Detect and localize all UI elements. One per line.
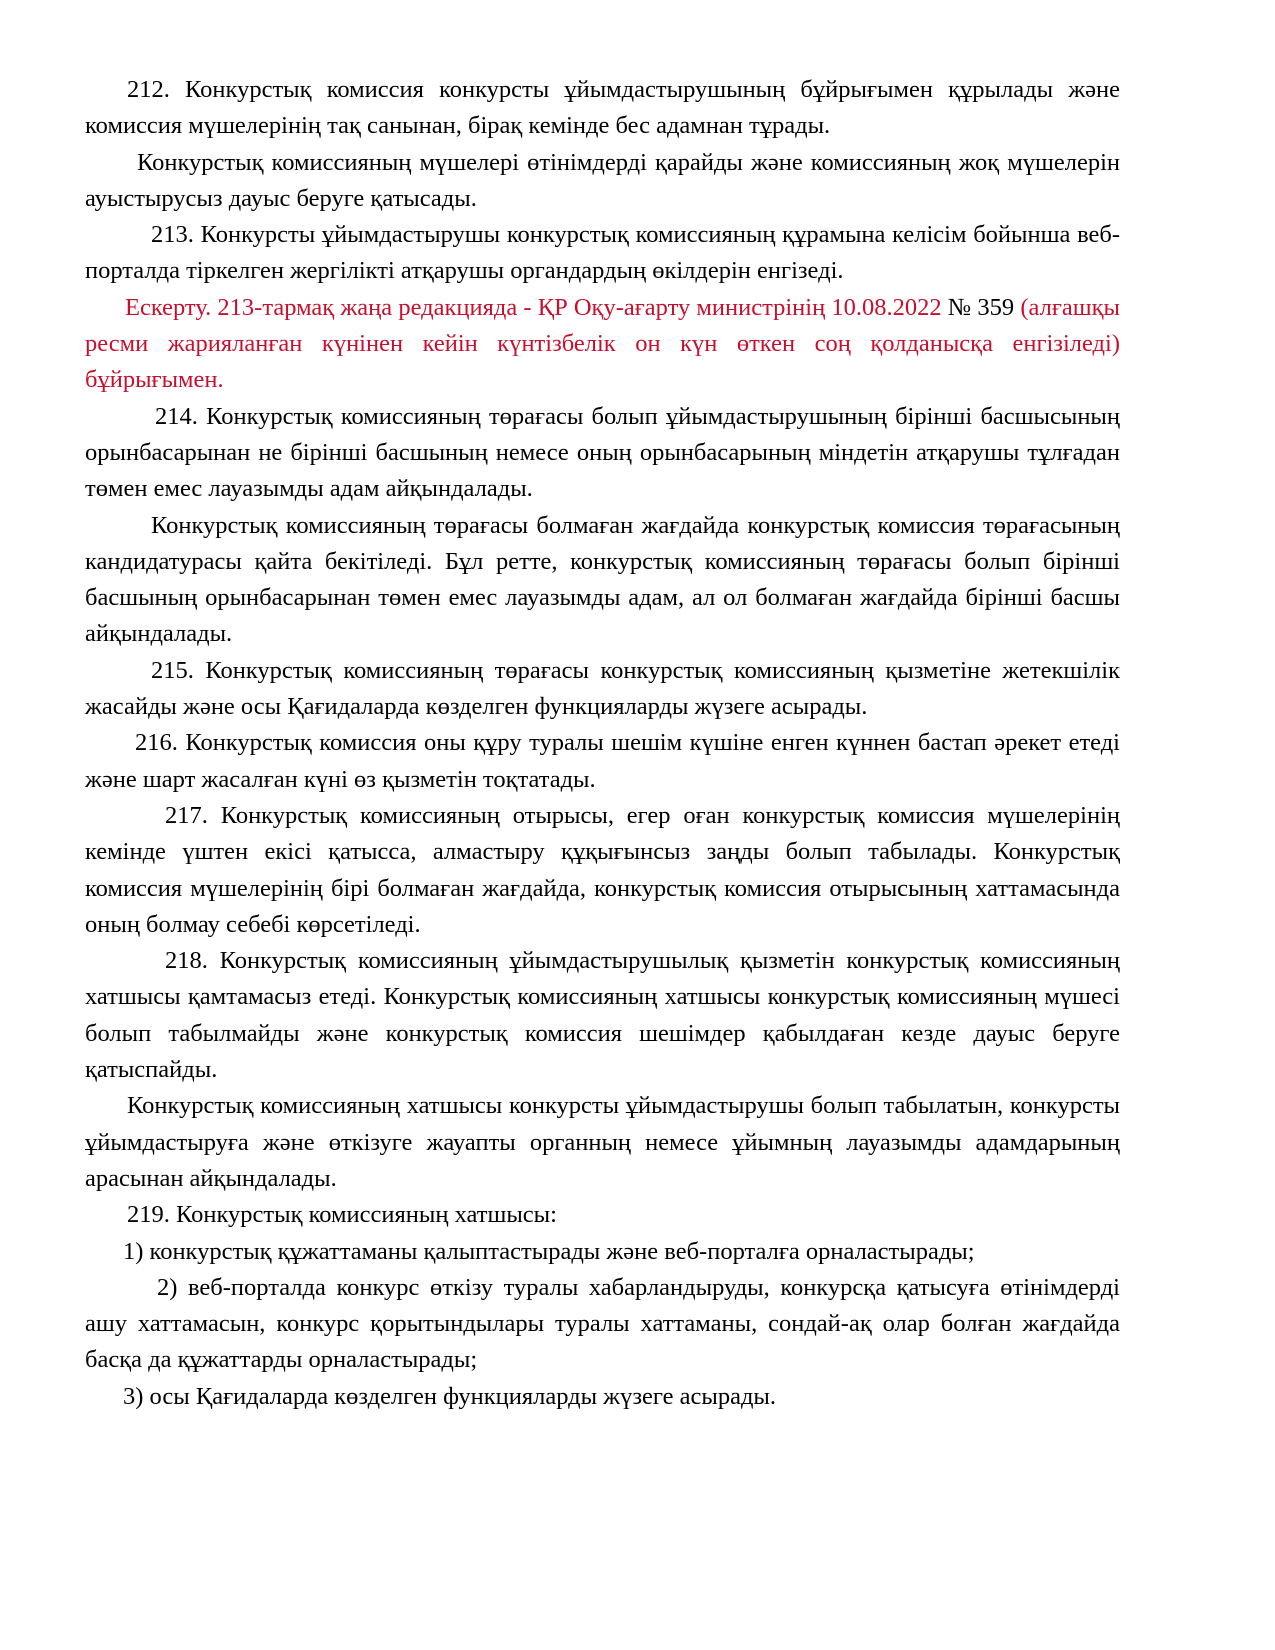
note-text-part1: Ескерту. 213-тармақ жаңа редакцияда - ҚР Оқу-ағарту министрінің 10.08.2022 xyxy=(125,293,942,321)
paragraph-215: 215. Конкурстық комиссияның төрағасы конкурстық комиссияның қызметіне жетекшілік жасайды және осы Қағидаларда көзделген функцияларды жүзеге асырады. xyxy=(85,656,1120,721)
paragraph-219: 219. Конкурстық комиссияның хатшысы: xyxy=(127,1201,557,1229)
paragraph-216: 216. Конкурстық комиссия оны құру туралы шешім күшіне енген күннен бастап әрекет етеді және шарт жасалған күні өз қызметін тоқтатады. xyxy=(85,729,1120,793)
paragraph-212-members: Конкурстық комиссияның мүшелері өтінімдерді қарайды және комиссияның жоқ мүшелерін ауыстырусыз дауыс беруге қатысады. xyxy=(85,148,1120,212)
amendment-note-213 xyxy=(85,290,1120,399)
paragraph-219-item-3: 3) осы Қағидаларда көзделген функцияларды жүзеге асырады. xyxy=(123,1382,777,1410)
paragraph-212: 212. Конкурстық комиссия конкурсты ұйымдастырушының бұйрығымен құрылады және комиссия мүшелерінің тақ санынан, бірақ кемінде бес адамнан тұрады. xyxy=(85,76,1120,140)
order-number-link[interactable]: № 359 xyxy=(947,293,1015,321)
paragraph-214: 214. Конкурстық комиссияның төрағасы болып ұйымдастырушының бірінші басшысының орынбасарынан не бірінші басшының немесе оның орынбасарының міндетін атқарушы тұлғадан төмен емес лауазымды адам айқындалады. xyxy=(85,402,1120,503)
paragraph-219-item-1: 1) конкурстық құжаттаманы қалыптастырады және веб-порталға орналастырады; xyxy=(123,1237,975,1265)
paragraph-218-secretary: Конкурстық комиссияның хатшысы конкурсты ұйымдастырушы болып табылатын, конкурсты ұйымдастыруға және өткізуге жауапты органның немесе ұйымның лауазымды адамдарының арасынан айқындалады. xyxy=(85,1092,1120,1192)
document-page xyxy=(85,72,1120,1415)
note-text-part2: (алғашқы ресми жарияланған күнінен кейін күнтізбелік он күн өткен соң қолданысқа енгізіледі) бұйрығымен. xyxy=(85,293,1121,394)
paragraph-218: 218. Конкурстық комиссияның ұйымдастырушылық қызметін конкурстық комиссияның хатшысы қамтамасыз етеді. Конкурстық комиссияның хатшысы конкурстық комиссияның мүшесі болып табылмайды және конкурстық комиссия шешімдер қабылдаған кезде дауыс беруге қатыспайды. xyxy=(85,947,1120,1084)
paragraph-213: 213. Конкурсты ұйымдастырушы конкурстық комиссияның құрамына келісім бойынша веб-порталда тіркелген жергілікті атқарушы органдардың өкілдерін енгізеді. xyxy=(85,221,1120,285)
paragraph-217: 217. Конкурстық комиссияның отырысы, егер оған конкурстық комиссия мүшелерінің кемінде үштен екісі қатысса, алмастыру құқығынсыз заңды болып табылады. Конкурстық комиссия мүшелерінің бірі болмаған жағдайда, конкурстық комиссия отырысының хаттамасында оның болмау себебі көрсетіледі. xyxy=(85,801,1120,938)
paragraph-214-chair: Конкурстық комиссияның төрағасы болмаған жағдайда конкурстық комиссия төрағасының кандидатурасы қайта бекітіледі. Бұл ретте, конкурстық комиссияның төрағасы болып бірінші басшының орынбасарынан төмен емес лауазымды адам, ал ол болмаған жағдайда бірінші басшы айқындалады. xyxy=(85,511,1120,648)
paragraph-219-item-2: 2) веб-порталда конкурс өткізу туралы хабарландыруды, конкурсқа қатысуға өтінімдерді ашу хаттамасын, конкурс қорытындылары туралы хаттаманы, сондай-ақ олар болған жағдайда басқа да құжаттарды орналастырады; xyxy=(85,1273,1120,1374)
